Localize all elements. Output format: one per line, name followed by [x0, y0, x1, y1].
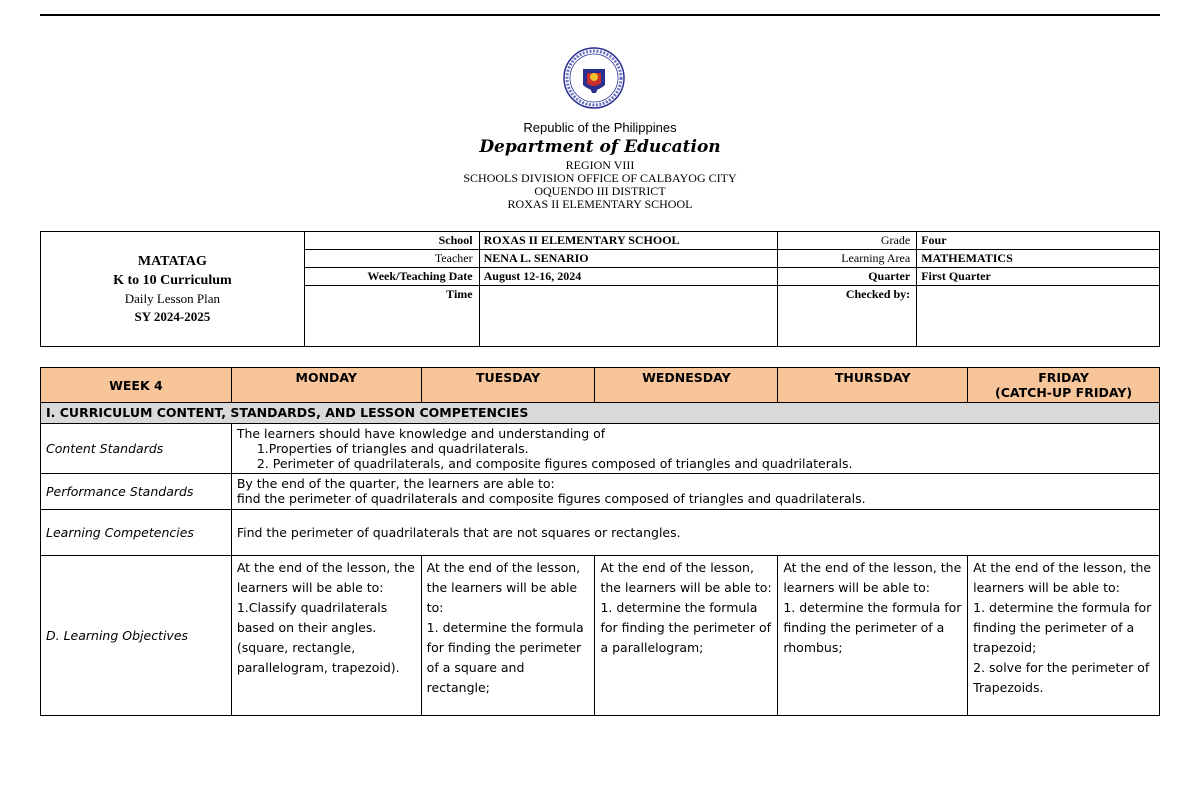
header-region: REGION VIII: [565, 158, 635, 172]
day-wednesday: WEDNESDAY: [595, 368, 778, 403]
objective-wednesday: At the end of the lesson, the learners will be able to: 1. determine the formula for finding the perimeter of a parallelogram;: [595, 556, 778, 716]
block-line1: MATATAG: [137, 254, 207, 269]
content-intro: The learners should have knowledge and understanding of: [236, 426, 606, 441]
learning-competencies-label: Learning Competencies: [41, 510, 232, 556]
info-table: [40, 231, 1160, 347]
week-date-label: Week/Teaching Date: [304, 268, 479, 286]
school-value: ROXAS II ELEMENTARY SCHOOL: [479, 232, 778, 250]
learning-area-label: Learning Area: [778, 250, 917, 268]
objective-tuesday: At the end of the lesson, the learners will be able to: 1. determine the formula for finding the perimeter of a square and rectangle;: [421, 556, 595, 716]
time-label: Time: [304, 286, 479, 347]
section-curriculum: I. CURRICULUM CONTENT, STANDARDS, AND LESSON COMPETENCIES: [41, 403, 1160, 424]
school-label: School: [304, 232, 479, 250]
objective-thursday: At the end of the lesson, the learners will be able to: 1. determine the formula for finding the perimeter of a rhombus;: [778, 556, 968, 716]
objective-friday: At the end of the lesson, the learners will be able to: 1. determine the formula for finding the perimeter of a trapezoid; 2. solve for the perimeter of Trapezoids.: [968, 556, 1160, 716]
content-standards-cell: [231, 424, 1159, 474]
learning-competencies-text: Find the perimeter of quadrilaterals that are not squares or rectangles.: [231, 510, 1159, 556]
time-value: [479, 286, 778, 347]
performance-standards-label: Performance Standards: [41, 474, 232, 510]
day-friday: [968, 368, 1160, 403]
content-item-2: 2. Perimeter of quadrilaterals, and composite figures composed of triangles and quadrilaterals.: [256, 456, 853, 471]
teacher-label: Teacher: [304, 250, 479, 268]
block-line3: Daily Lesson Plan: [124, 291, 221, 306]
learning-objectives-label: D. Learning Objectives: [41, 556, 232, 716]
week-date-value: August 12-16, 2024: [479, 268, 778, 286]
week-header: WEEK 4: [41, 368, 232, 403]
grade-label: Grade: [778, 232, 917, 250]
header-division: SCHOOLS DIVISION OFFICE OF CALBAYOG CITY: [463, 171, 737, 185]
grade-value: Four: [917, 232, 1160, 250]
deped-seal-icon: [563, 47, 625, 109]
quarter-label: Quarter: [778, 268, 917, 286]
teacher-value: NENA L. SENARIO: [479, 250, 778, 268]
quarter-value: First Quarter: [917, 268, 1160, 286]
performance-text: find the perimeter of quadrilaterals and composite figures composed of triangles and quadrilaterals.: [236, 491, 866, 506]
day-thursday: THURSDAY: [778, 368, 968, 403]
content-item-1: 1.Properties of triangles and quadrilaterals.: [256, 441, 529, 456]
performance-intro: By the end of the quarter, the learners are able to:: [236, 476, 555, 491]
learning-area-value: MATHEMATICS: [917, 250, 1160, 268]
day-tuesday: TUESDAY: [421, 368, 595, 403]
day-friday-sub: (CATCH-UP FRIDAY): [995, 385, 1133, 400]
header-school: ROXAS II ELEMENTARY SCHOOL: [507, 197, 693, 211]
performance-standards-cell: [231, 474, 1159, 510]
checked-by-value: [917, 286, 1160, 347]
content-standards-label: Content Standards: [41, 424, 232, 474]
top-rule: [40, 14, 1160, 16]
day-monday: MONDAY: [231, 368, 421, 403]
checked-by-label: Checked by:: [778, 286, 917, 347]
header-department: Department of Education: [479, 137, 721, 157]
curriculum-block: [41, 232, 305, 347]
header-republic: Republic of the Philippines: [523, 120, 677, 135]
day-friday-label: FRIDAY: [1038, 370, 1089, 385]
header-district: OQUENDO III DISTRICT: [534, 184, 666, 198]
block-line4: SY 2024-2025: [134, 309, 211, 324]
objective-monday: At the end of the lesson, the learners will be able to: 1.Classify quadrilaterals based on their angles. (square, rectangle, parallelogram, trapezoid).: [231, 556, 421, 716]
lesson-plan-table: [40, 367, 1160, 716]
block-line2: K to 10 Curriculum: [113, 273, 232, 288]
